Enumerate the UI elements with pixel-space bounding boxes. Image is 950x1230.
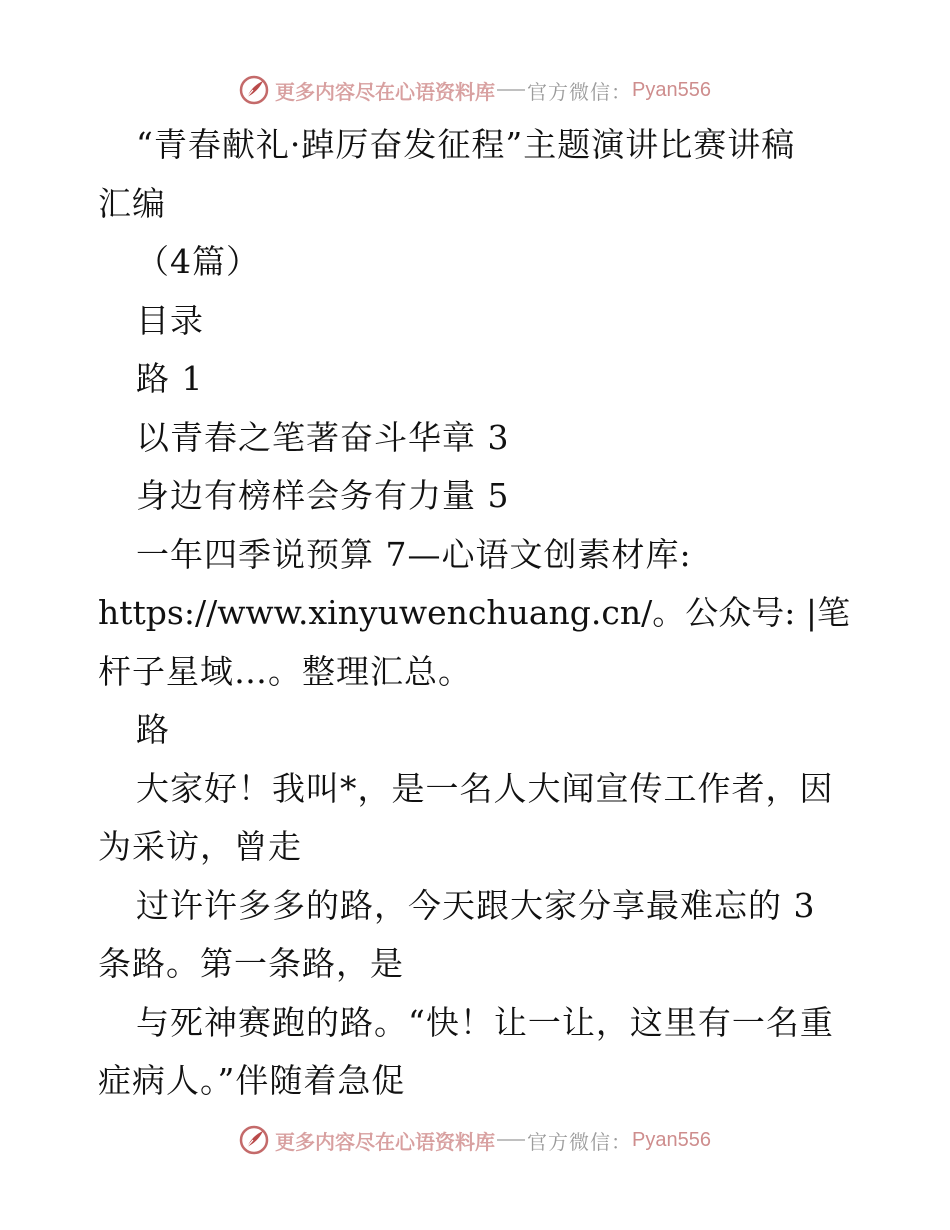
feather-pen-icon [239, 75, 269, 105]
paragraph-line: 过许许多多的路，今天跟大家分享最难忘的 3 [136, 885, 816, 925]
header-banner [0, 70, 950, 110]
document-title: “青春献礼·踔厉奋发征程”主题演讲比赛讲稿 [136, 125, 796, 164]
source-url-line: https://www.xinyuwenchuang.cn/。公众号: |笔 [98, 593, 850, 632]
footer-banner [0, 1120, 950, 1160]
banner-separator [497, 1139, 525, 1141]
banner-site-text: 更多内容尽在心语资料库 [275, 79, 496, 104]
paragraph-line: 大家好！我叫*，是一名人大闻宣传工作者，因 [136, 768, 834, 808]
section-heading: 路 [136, 710, 170, 749]
paragraph-line: 为采访，曾走 [98, 827, 302, 866]
toc-heading: 目录 [136, 300, 204, 340]
banner-account-id: Pyan556 [632, 78, 711, 101]
toc-item: 一年四季说预算 7—心语文创素材库: [136, 534, 692, 574]
banner-official-label: 官方微信： [527, 79, 633, 104]
banner-official-label: 官方微信： [527, 1129, 633, 1154]
toc-item: 路 1 [136, 359, 204, 398]
document-count: （4篇） [136, 242, 260, 281]
feather-pen-icon [239, 1125, 269, 1155]
paragraph-line: 与死神赛跑的路。“快！让一让，这里有一名重 [136, 1002, 834, 1042]
paragraph-line: 症病人。”伴随着急促 [98, 1061, 406, 1100]
paragraph-line: 条路。第一条路，是 [98, 944, 404, 983]
toc-item: 身边有榜样会务有力量 5 [136, 476, 510, 515]
banner-account-id: Pyan556 [632, 1128, 711, 1151]
toc-item: 以青春之笔著奋斗华章 3 [136, 417, 510, 457]
document-body [98, 116, 858, 1111]
banner-site-text: 更多内容尽在心语资料库 [275, 1129, 496, 1154]
banner-separator [497, 89, 525, 91]
document-title-continued: 汇编 [98, 183, 166, 223]
source-note-line: 杆子星域…。整理汇总。 [98, 651, 472, 691]
